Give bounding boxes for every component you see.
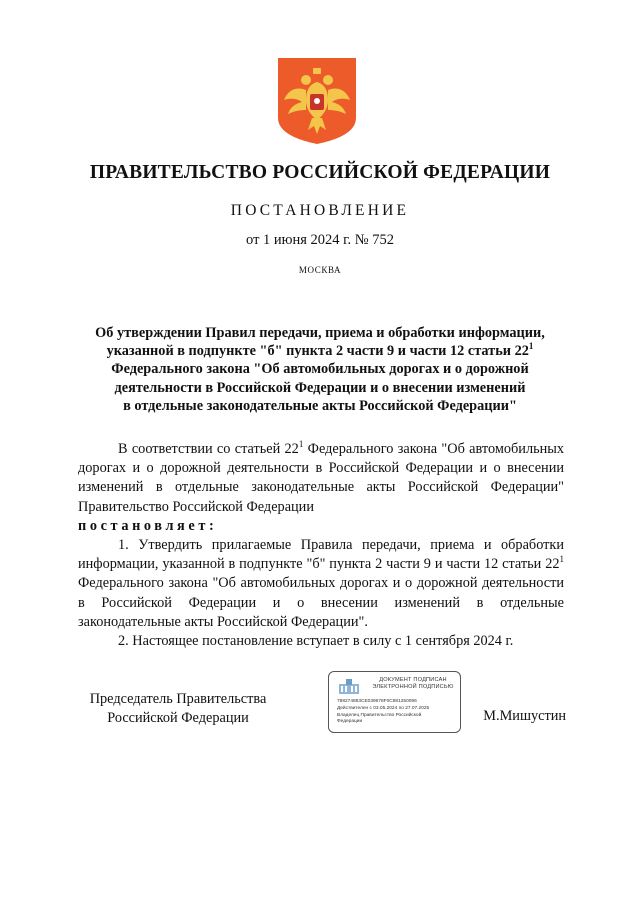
electronic-signature-stamp — [328, 671, 461, 733]
intro-text: В соответствии со статьей 22 — [118, 441, 299, 457]
signer-position — [78, 690, 278, 728]
document-type: ПОСТАНОВЛЕНИЕ — [230, 202, 410, 219]
decree-word: постановляет: — [78, 517, 218, 534]
document-subject — [78, 324, 562, 415]
stamp-owner: Владелец Правительство Российской — [337, 713, 422, 718]
subject-line: Об утверждении Правил передачи, приема и обработки информации, — [95, 325, 545, 341]
subject-line: Федерального закона "Об автомобильных дорогах и о дорожной — [111, 361, 529, 378]
stamp-title-line: ЭЛЕКТРОННОЙ ПОДПИСЬЮ — [372, 684, 454, 690]
stamp-validity: Действителен с 03.05.2024 по 27.07.2025 — [337, 706, 430, 711]
stamp-serial: 788274883CE039678F0C881250096 — [337, 699, 417, 704]
signer-name: М.Мишустин — [483, 708, 566, 724]
document-city: МОСКВА — [298, 265, 342, 275]
decree-word-paragraph — [78, 517, 564, 536]
subject-line — [78, 342, 562, 360]
government-building-icon — [337, 678, 361, 696]
stamp-title — [367, 677, 459, 691]
subject-text: указанной в подпункте "б" пункта 2 части 9 и части 12 статьи 22 — [106, 343, 529, 360]
item-text: Федерального закона "Об автомобильных дорогах и о дорожной деятельности в Российской Федерации и о внесении изменений в отдельные законодательные акты Российской Федерации". — [78, 575, 564, 630]
signer-position-line: Председатель Правительства — [89, 691, 267, 707]
stamp-owner: Федерации — [337, 719, 363, 724]
document-body — [78, 440, 564, 651]
document-date-number: от 1 июня 2024 г. № 752 — [246, 232, 394, 248]
item-1-paragraph — [78, 536, 564, 632]
signer-position-line: Российской Федерации — [107, 710, 249, 726]
superscript: 1 — [559, 554, 564, 565]
item-text: 1. Утвердить прилагаемые Правила передачи, приема и обработки информации, указанной в подпункте "б" пункта 2 части 9 и части 12 статьи 22 — [78, 537, 564, 573]
superscript: 1 — [528, 341, 534, 352]
intro-text: Федерального закона "Об автомобильных дорогах и о дорожной деятельности в Российской Федерации и о внесении изменений в отдельные законодательные акты Российской Федерации" Правительство Российской Федерации — [78, 441, 565, 515]
item-2-paragraph: 2. Настоящее постановление вступает в силу с 1 сентября 2024 г. — [118, 633, 514, 650]
stamp-title-line: ДОКУМЕНТ ПОДПИСАН — [379, 677, 447, 683]
subject-line: в отдельные законодательные акты Российской Федерации" — [123, 397, 517, 414]
subject-line: деятельности в Российской Федерации и о внесении изменений — [114, 379, 526, 396]
government-title: ПРАВИТЕЛЬСТВО РОССИЙСКОЙ ФЕДЕРАЦИИ — [89, 162, 551, 183]
coat-of-arms-icon — [276, 56, 358, 146]
superscript: 1 — [298, 439, 304, 450]
intro-paragraph — [78, 440, 564, 517]
